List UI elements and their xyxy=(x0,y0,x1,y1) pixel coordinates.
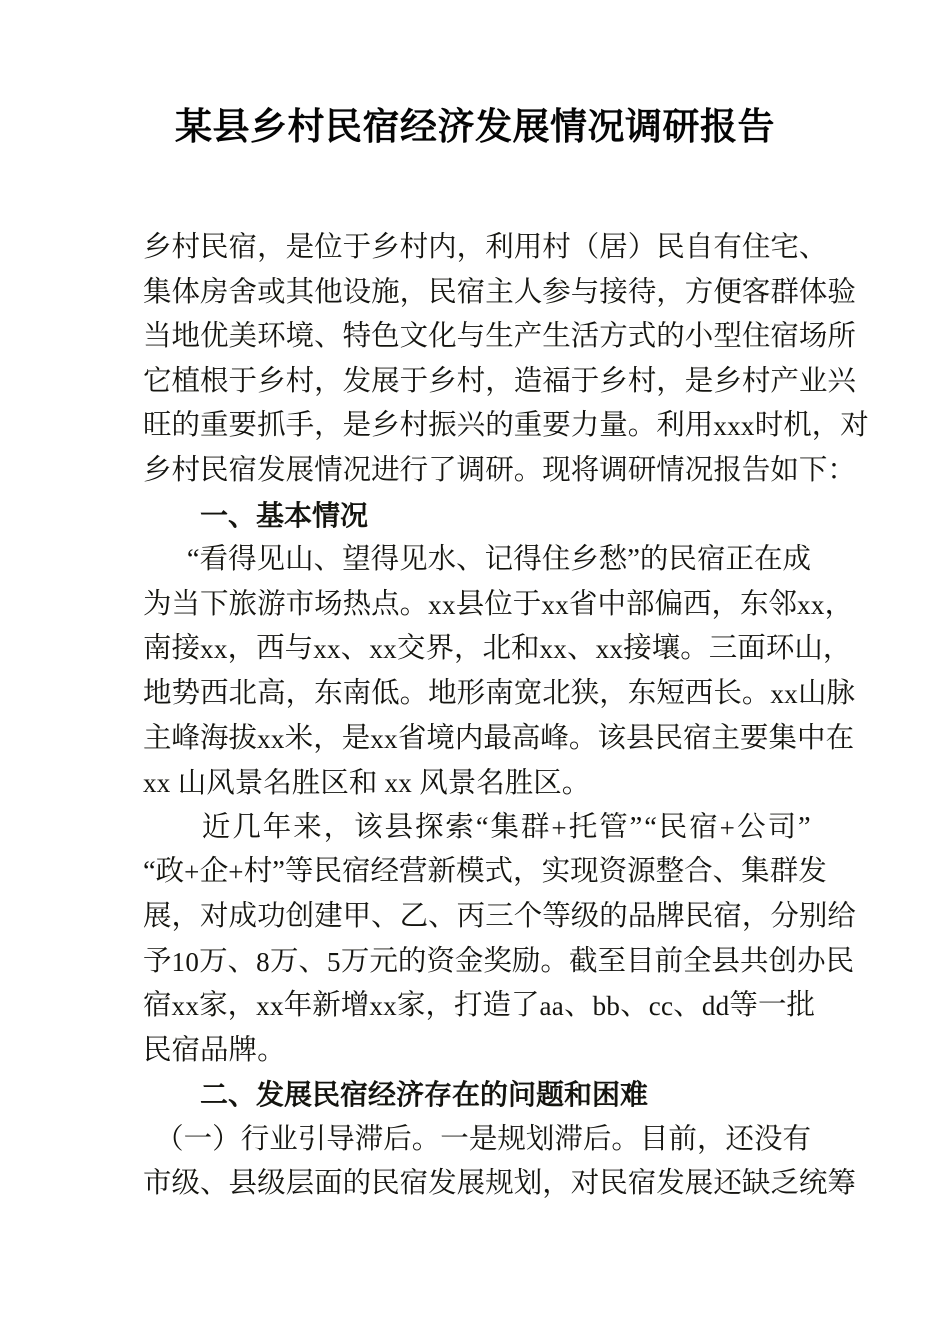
text-line: 近 几 年 来 ， 该 县 探 索 “ 集 群 + 托 管 ” “ 民 宿 + 公 司 ” xyxy=(143,806,811,851)
page-title: 某县乡村民宿经济发展情况调研报告 xyxy=(175,107,775,148)
text-line: “ 政 + 企 + 村 ” 等 民 宿 经 营 新 模 式 ， 实 现 资 源 整 合 、 集 群 发 xyxy=(143,856,827,888)
paragraph-indent xyxy=(143,538,187,583)
text-line: 它 植 根 于 乡 村 ， 发 展 于 乡 村 ， 造 福 于 乡 村 ， 是 乡 村 产 业 兴 xyxy=(143,365,856,397)
paragraph-indent xyxy=(143,806,200,851)
text-line: xx 山风景名胜区和 xx 风景名胜区。 xyxy=(143,768,591,800)
text-line: （ 一 ） 行 业 引 导 滞 后 。 一 是 规 划 滞 后 。 目 前 ， 还 没 有 xyxy=(143,1118,811,1163)
section-one-paragraph-b xyxy=(143,806,856,1074)
text-line: 集 体 房 舍 或 其 他 设 施 ， 民 宿 主 人 参 与 接 待 ， 方 便 客 群 体 验 xyxy=(143,276,856,308)
text-line: 南 接 xx ， 西 与 xx 、 xx 交 界 ， 北 和 xx 、 xx 接 壤 。 三 面 环 山 ， xyxy=(143,633,852,665)
text-line: 民宿品牌。 xyxy=(143,1034,286,1066)
section-heading-two: 二、发展民宿经济存在的问题和困难 xyxy=(200,1078,649,1112)
text-line: “ 看 得 见 山 、 望 得 见 水 、 记 得 住 乡 愁 ” 的 民 宿 正 在 成 xyxy=(143,538,811,583)
text-line: 乡村民宿发展情况进行了调研。现将调研情况报告如下： xyxy=(143,454,856,486)
document-body xyxy=(143,226,869,1207)
text-line: 宿 xx 家 ， xx 年 新 增 xx 家 ， 打 造 了 aa 、 bb 、 cc 、 dd 等 一 批 xyxy=(143,990,815,1022)
text-line: 当 地 优 美 环 境 、 特 色 文 化 与 生 产 生 活 方 式 的 小 型 住 宿 场 所 xyxy=(143,321,856,353)
section-heading-one: 一、基本情况 xyxy=(200,498,369,532)
paragraph-indent xyxy=(143,1118,155,1163)
text-line: 乡 村 民 宿 ， 是 位 于 乡 村 内 ， 利 用 村 （ 居 ） 民 自 有 住 宅 、 xyxy=(143,232,828,263)
section-one-paragraph-a xyxy=(143,538,855,806)
intro-paragraph xyxy=(143,226,869,494)
text-line: 旺 的 重 要 抓 手 ， 是 乡 村 振 兴 的 重 要 力 量 。 利 用 xxx 时 机 ， 对 xyxy=(143,410,869,442)
text-line: 予 10 万 、 8 万 、 5 万 元 的 资 金 奖 励 。 截 至 目 前 全 县 共 创 办 民 xyxy=(143,945,855,977)
text-line: 主 峰 海 拔 xx 米 ， 是 xx 省 境 内 最 高 峰 。 该 县 民 宿 主 要 集 中 在 xyxy=(143,722,855,754)
section-two-paragraph-a xyxy=(143,1118,856,1207)
text-line: 市 级 、 县 级 层 面 的 民 宿 发 展 规 划 ， 对 民 宿 发 展 还 缺 乏 统 筹 xyxy=(143,1168,856,1200)
text-line: 为 当 下 旅 游 市 场 热 点 。 xx 县 位 于 xx 省 中 部 偏 西 ， 东 邻 xx ， xyxy=(143,588,854,620)
text-line: 展 ， 对 成 功 创 建 甲 、 乙 、 丙 三 个 等 级 的 品 牌 民 宿 ， 分 别 给 xyxy=(143,900,856,932)
text-line: 地 势 西 北 高 ， 东 南 低 。 地 形 南 宽 北 狭 ， 东 短 西 长 。 xx 山 脉 xyxy=(143,677,855,709)
